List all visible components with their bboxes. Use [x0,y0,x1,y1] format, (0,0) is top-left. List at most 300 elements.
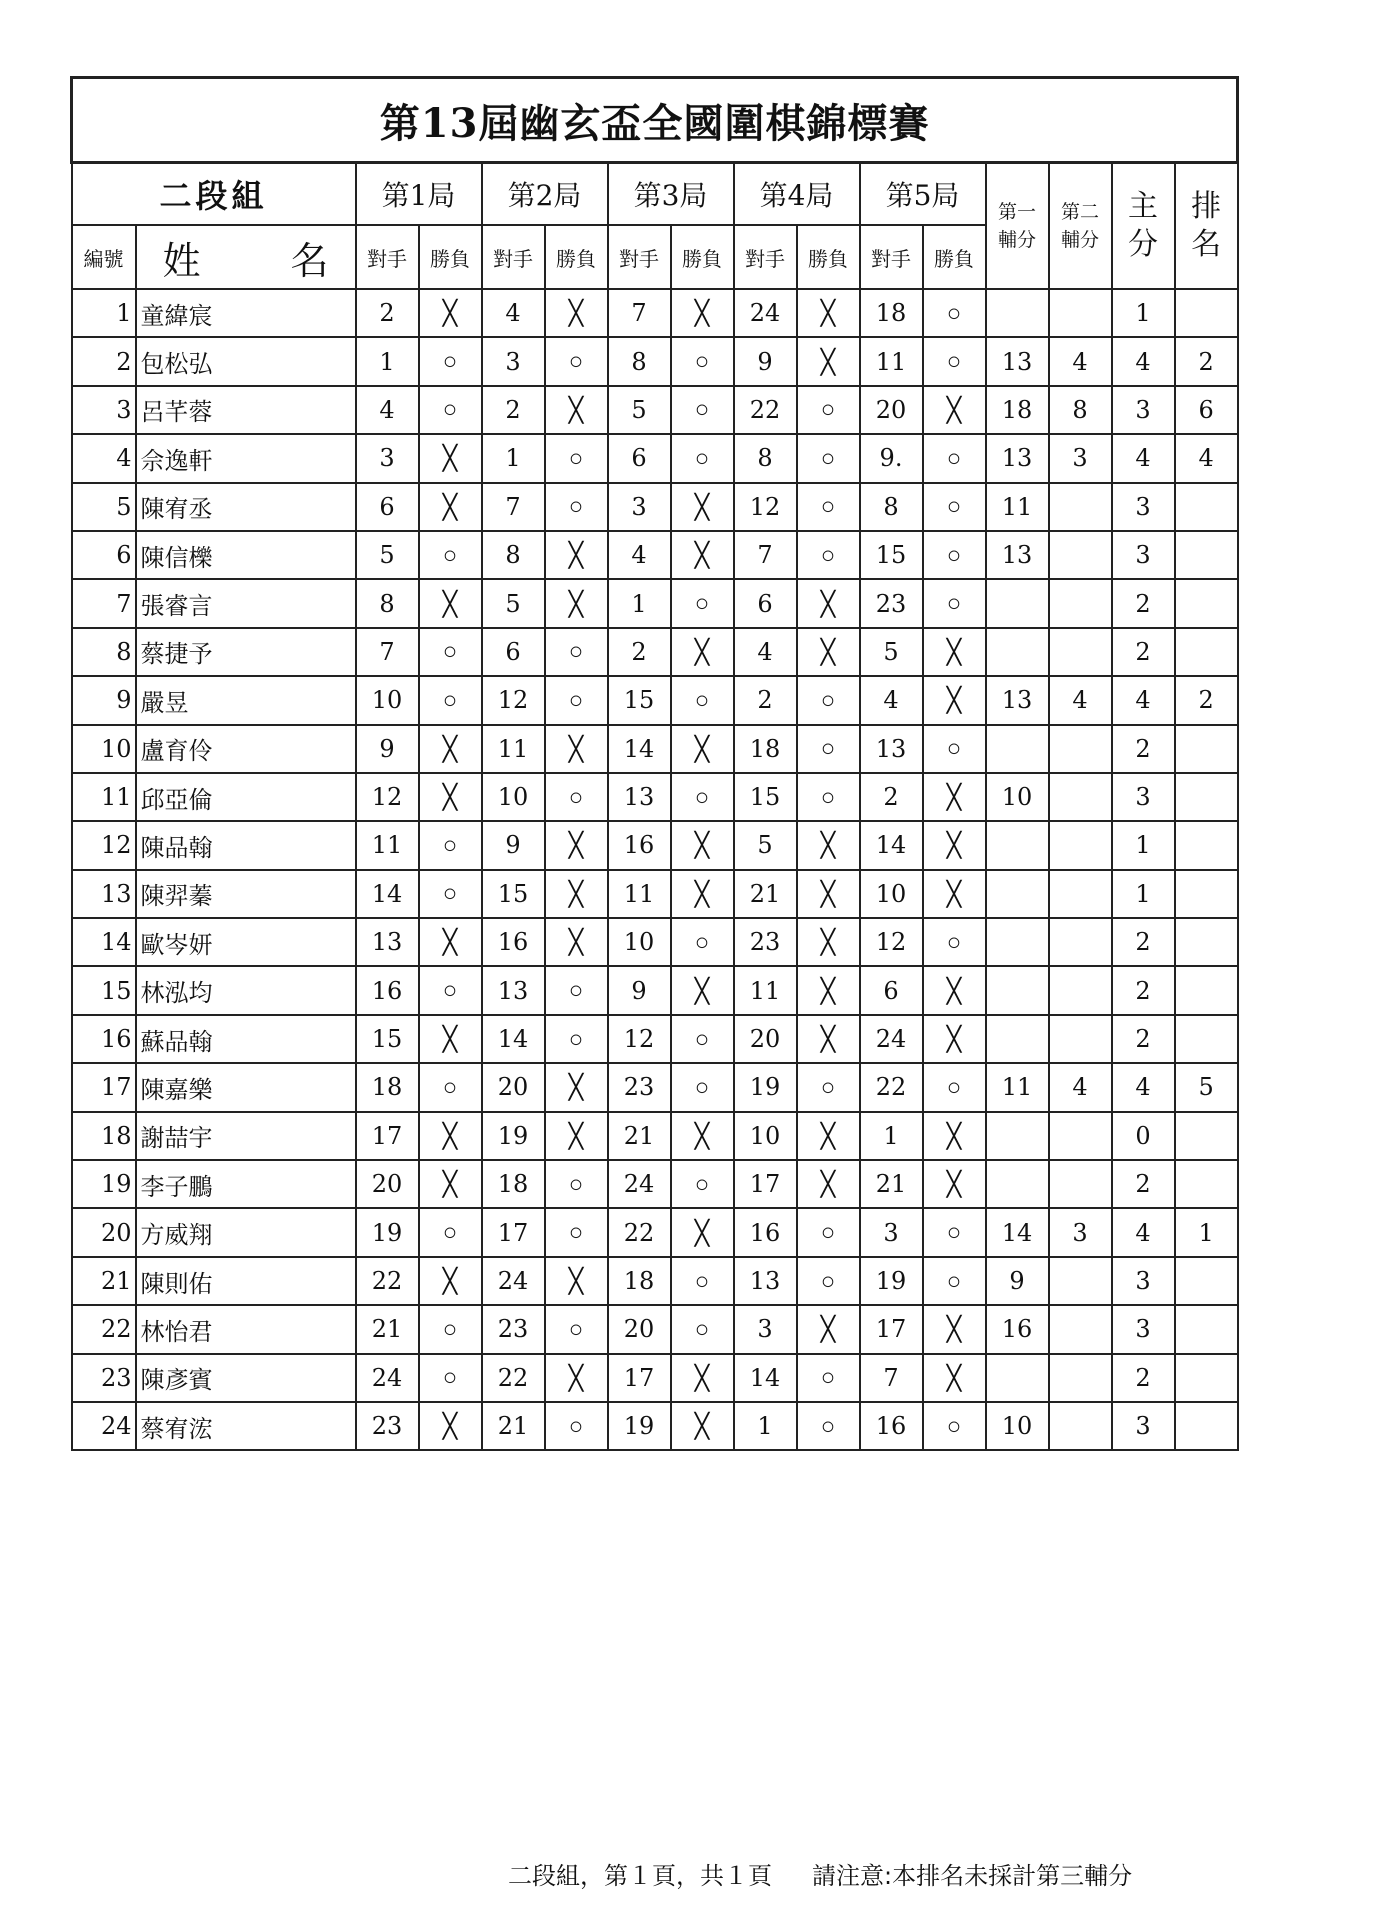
game-result: ╳ [671,870,734,918]
aux2-header-line1: 第二 [1060,201,1099,223]
aux1-score [986,725,1049,773]
aux1-score: 10 [986,773,1049,821]
aux2-score [1049,579,1112,627]
opponent-number: 5 [356,531,419,579]
player-name: 謝喆宇 [136,1112,356,1160]
player-number: 1 [72,289,136,337]
opponent-number: 15 [356,1015,419,1063]
game-result: ╳ [797,1112,860,1160]
opponent-number: 23 [608,1063,671,1111]
game-result: ╳ [545,1257,608,1305]
rank-value [1175,821,1238,869]
aux2-score [1049,870,1112,918]
opponent-number: 24 [482,1257,545,1305]
game-result: ╳ [923,1305,986,1353]
game-result: ╳ [671,1402,734,1450]
main-score: 2 [1112,1015,1175,1063]
opponent-number: 2 [482,386,545,434]
opponent-number: 7 [482,483,545,531]
game-result: ╳ [923,1112,986,1160]
name-header [136,225,356,289]
game-result: ○ [419,628,482,676]
rank-value [1175,531,1238,579]
player-number: 3 [72,386,136,434]
game-result: ○ [797,434,860,482]
game-result: ╳ [923,1160,986,1208]
game-result: ╳ [797,1305,860,1353]
main-score: 4 [1112,434,1175,482]
opponent-number: 8 [734,434,797,482]
opponent-number: 7 [356,628,419,676]
aux2-score: 4 [1049,676,1112,724]
opponent-number: 19 [860,1257,923,1305]
opponent-number: 2 [860,773,923,821]
game-result: ○ [545,434,608,482]
rank-value [1175,1015,1238,1063]
aux1-score: 13 [986,337,1049,385]
opponent-header-round-2: 對手 [482,225,545,289]
game-result: ○ [419,966,482,1014]
table-row [72,1305,1238,1353]
page-title: 第13屆幽玄盃全國圍棋錦標賽 [72,78,1238,163]
table-row [72,531,1238,579]
rank-value [1175,773,1238,821]
game-result: ○ [671,386,734,434]
opponent-number: 15 [482,870,545,918]
aux2-score [1049,531,1112,579]
aux2-header [1049,163,1112,290]
game-result: ╳ [671,628,734,676]
opponent-number: 18 [734,725,797,773]
player-name: 張睿言 [136,579,356,627]
opponent-number: 18 [482,1160,545,1208]
opponent-number: 21 [734,870,797,918]
game-result: ╳ [923,1015,986,1063]
game-result: ╳ [419,1015,482,1063]
opponent-number: 11 [734,966,797,1014]
opponent-number: 16 [356,966,419,1014]
opponent-number: 4 [356,386,419,434]
standings-table [70,76,1239,1451]
rank-value [1175,1257,1238,1305]
player-name: 邱亞倫 [136,773,356,821]
table-row [72,773,1238,821]
game-result: ╳ [545,870,608,918]
player-number: 21 [72,1257,136,1305]
opponent-number: 14 [482,1015,545,1063]
player-number: 18 [72,1112,136,1160]
opponent-number: 5 [608,386,671,434]
game-result: ╳ [797,628,860,676]
opponent-number: 23 [860,579,923,627]
game-result: ○ [923,434,986,482]
player-name: 林泓均 [136,966,356,1014]
aux1-score [986,579,1049,627]
opponent-number: 14 [608,725,671,773]
opponent-number: 18 [356,1063,419,1111]
game-result: ╳ [545,918,608,966]
aux1-score: 11 [986,1063,1049,1111]
opponent-number: 3 [482,337,545,385]
game-result: ○ [419,531,482,579]
opponent-number: 20 [356,1160,419,1208]
player-name: 陳宥丞 [136,483,356,531]
game-result: ○ [419,1208,482,1256]
opponent-header-round-1: 對手 [356,225,419,289]
player-name: 包松弘 [136,337,356,385]
game-result: ○ [419,676,482,724]
opponent-number: 14 [860,821,923,869]
main-score: 2 [1112,1354,1175,1402]
game-result: ╳ [671,1354,734,1402]
game-result: ╳ [797,289,860,337]
player-number: 8 [72,628,136,676]
aux2-score [1049,483,1112,531]
opponent-number: 2 [734,676,797,724]
opponent-number: 4 [482,289,545,337]
player-number: 22 [72,1305,136,1353]
table-row [72,1160,1238,1208]
main-score: 1 [1112,870,1175,918]
opponent-number: 7 [734,531,797,579]
game-result: ○ [545,483,608,531]
aux2-score: 3 [1049,1208,1112,1256]
aux1-score [986,966,1049,1014]
rank-value [1175,870,1238,918]
rank-value [1175,1354,1238,1402]
game-result: ○ [923,1402,986,1450]
player-number: 24 [72,1402,136,1450]
opponent-number: 15 [860,531,923,579]
main-score: 2 [1112,579,1175,627]
game-result: ○ [797,1208,860,1256]
game-result: ╳ [419,434,482,482]
game-result: ╳ [419,1160,482,1208]
main-score: 2 [1112,918,1175,966]
main-score: 2 [1112,1160,1175,1208]
opponent-number: 23 [356,1402,419,1450]
rank-value [1175,1160,1238,1208]
main-score: 4 [1112,337,1175,385]
opponent-number: 6 [608,434,671,482]
player-number: 11 [72,773,136,821]
opponent-number: 23 [734,918,797,966]
aux2-score: 8 [1049,386,1112,434]
opponent-number: 19 [734,1063,797,1111]
opponent-number: 24 [608,1160,671,1208]
round-header-2: 第2局 [482,163,608,226]
game-result: ○ [419,1063,482,1111]
game-result: ╳ [797,918,860,966]
player-name: 方威翔 [136,1208,356,1256]
game-result: ╳ [797,579,860,627]
game-result: ○ [671,434,734,482]
game-result: ╳ [419,1112,482,1160]
game-result: ○ [545,966,608,1014]
table-row [72,1015,1238,1063]
game-result: ╳ [797,821,860,869]
footer [508,1856,1132,1891]
game-result: ╳ [419,483,482,531]
player-name: 陳羿蓁 [136,870,356,918]
main-score: 2 [1112,966,1175,1014]
game-result: ○ [797,386,860,434]
aux1-header [986,163,1049,290]
opponent-number: 14 [356,870,419,918]
rank-value [1175,725,1238,773]
opponent-number: 13 [860,725,923,773]
opponent-number: 22 [482,1354,545,1402]
game-result: ○ [923,1063,986,1111]
game-result: ╳ [923,676,986,724]
game-result: ╳ [797,966,860,1014]
opponent-number: 17 [356,1112,419,1160]
opponent-number: 1 [860,1112,923,1160]
opponent-number: 6 [356,483,419,531]
rank-value [1175,628,1238,676]
rank-header [1175,163,1238,290]
game-result: ○ [797,1402,860,1450]
opponent-number: 23 [482,1305,545,1353]
game-result: ╳ [671,1208,734,1256]
game-result: ○ [545,1305,608,1353]
main-score: 3 [1112,1305,1175,1353]
player-name: 蘇品翰 [136,1015,356,1063]
game-result: ○ [671,1257,734,1305]
opponent-number: 1 [608,579,671,627]
game-result: ○ [923,483,986,531]
opponent-number: 4 [734,628,797,676]
opponent-number: 4 [860,676,923,724]
opponent-number: 19 [482,1112,545,1160]
rank-value [1175,918,1238,966]
game-result: ╳ [671,531,734,579]
rank-value [1175,966,1238,1014]
game-result: ○ [419,386,482,434]
aux2-score [1049,1305,1112,1353]
game-result: ╳ [797,1015,860,1063]
player-number: 23 [72,1354,136,1402]
aux2-score [1049,628,1112,676]
player-number: 20 [72,1208,136,1256]
table-row [72,725,1238,773]
game-result: ╳ [923,870,986,918]
main-score: 3 [1112,1402,1175,1450]
aux2-score [1049,1402,1112,1450]
aux2-score: 3 [1049,434,1112,482]
aux1-score: 10 [986,1402,1049,1450]
player-name: 歐岑妍 [136,918,356,966]
opponent-number: 13 [734,1257,797,1305]
aux2-header-line2: 輔分 [1060,229,1099,251]
opponent-number: 5 [734,821,797,869]
aux2-score [1049,966,1112,1014]
result-header-round-1: 勝負 [419,225,482,289]
opponent-number: 10 [608,918,671,966]
game-result: ╳ [671,725,734,773]
player-name: 呂芊蓉 [136,386,356,434]
opponent-number: 12 [734,483,797,531]
game-result: ○ [797,1063,860,1111]
game-result: ○ [923,918,986,966]
game-result: ○ [419,1354,482,1402]
opponent-header-round-3: 對手 [608,225,671,289]
game-result: ○ [545,1402,608,1450]
table-row [72,434,1238,482]
opponent-number: 19 [608,1402,671,1450]
table-row [72,483,1238,531]
game-result: ╳ [923,1354,986,1402]
game-result: ╳ [671,1112,734,1160]
game-result: ╳ [545,579,608,627]
opponent-number: 4 [608,531,671,579]
result-header-round-2: 勝負 [545,225,608,289]
rank-header-line2: 名 [1191,227,1222,262]
opponent-number: 17 [860,1305,923,1353]
group-label: 二段組 [72,163,356,226]
opponent-number: 5 [860,628,923,676]
player-number: 5 [72,483,136,531]
opponent-number: 20 [482,1063,545,1111]
aux1-score: 13 [986,676,1049,724]
game-result: ○ [671,1160,734,1208]
game-result: ╳ [545,531,608,579]
rank-value [1175,483,1238,531]
main-score: 1 [1112,289,1175,337]
opponent-number: 20 [860,386,923,434]
rank-value [1175,1112,1238,1160]
game-result: ╳ [923,821,986,869]
opponent-number: 3 [356,434,419,482]
opponent-number: 1 [356,337,419,385]
game-result: ○ [923,1208,986,1256]
aux2-score [1049,1257,1112,1305]
opponent-number: 3 [860,1208,923,1256]
player-number: 16 [72,1015,136,1063]
aux2-score [1049,918,1112,966]
player-name: 陳嘉樂 [136,1063,356,1111]
opponent-number: 21 [482,1402,545,1450]
game-result: ○ [923,1257,986,1305]
opponent-number: 24 [734,289,797,337]
opponent-number: 16 [860,1402,923,1450]
aux1-score [986,918,1049,966]
opponent-number: 6 [482,628,545,676]
aux1-header-line1: 第一 [997,201,1036,223]
player-number: 7 [72,579,136,627]
player-number: 13 [72,870,136,918]
aux1-score: 13 [986,531,1049,579]
game-result: ○ [797,1354,860,1402]
aux1-score [986,1112,1049,1160]
game-result: ○ [671,337,734,385]
main-score: 3 [1112,386,1175,434]
opponent-number: 7 [860,1354,923,1402]
opponent-number: 24 [860,1015,923,1063]
opponent-number: 24 [356,1354,419,1402]
opponent-number: 10 [860,870,923,918]
game-result: ○ [923,289,986,337]
game-result: ╳ [419,918,482,966]
game-result: ╳ [671,483,734,531]
opponent-number: 15 [734,773,797,821]
opponent-number: 14 [734,1354,797,1402]
opponent-number: 13 [482,966,545,1014]
opponent-number: 22 [356,1257,419,1305]
player-number: 15 [72,966,136,1014]
opponent-number: 11 [608,870,671,918]
game-result: ○ [797,483,860,531]
main-score: 2 [1112,725,1175,773]
opponent-number: 13 [356,918,419,966]
rank-value [1175,1402,1238,1450]
name-header-part2: 名 [290,238,329,283]
table-row [72,579,1238,627]
opponent-number: 7 [608,289,671,337]
round-header-1: 第1局 [356,163,482,226]
game-result: ○ [671,918,734,966]
player-name: 嚴昱 [136,676,356,724]
player-number: 9 [72,676,136,724]
game-result: ╳ [671,289,734,337]
opponent-number: 15 [608,676,671,724]
opponent-number: 1 [482,434,545,482]
table-row [72,1402,1238,1450]
player-name: 陳信櫟 [136,531,356,579]
footer-note: 請注意:本排名未採計第三輔分 [812,1862,1133,1890]
aux2-score [1049,821,1112,869]
opponent-number: 16 [734,1208,797,1256]
opponent-number: 11 [482,725,545,773]
main-score: 3 [1112,1257,1175,1305]
aux2-score [1049,1354,1112,1402]
opponent-number: 16 [608,821,671,869]
game-result: ╳ [419,1402,482,1450]
game-result: ○ [671,676,734,724]
game-result: ○ [671,579,734,627]
number-header: 編號 [72,225,136,289]
opponent-number: 18 [860,289,923,337]
player-number: 10 [72,725,136,773]
game-result: ○ [923,579,986,627]
aux2-score [1049,289,1112,337]
opponent-number: 10 [734,1112,797,1160]
player-number: 19 [72,1160,136,1208]
aux1-score: 9 [986,1257,1049,1305]
rank-value: 4 [1175,434,1238,482]
player-number: 2 [72,337,136,385]
game-result: ○ [923,725,986,773]
table-row [72,386,1238,434]
game-result: ○ [797,676,860,724]
game-result: ○ [419,870,482,918]
player-name: 盧育伶 [136,725,356,773]
game-result: ○ [671,1063,734,1111]
opponent-header-round-5: 對手 [860,225,923,289]
opponent-number: 2 [356,289,419,337]
rank-value [1175,579,1238,627]
table-row [72,1354,1238,1402]
player-name: 童緯宸 [136,289,356,337]
opponent-number: 9 [734,337,797,385]
table-row [72,1063,1238,1111]
player-name: 佘逸軒 [136,434,356,482]
opponent-number: 9 [608,966,671,1014]
opponent-number: 21 [356,1305,419,1353]
opponent-number: 9. [860,434,923,482]
aux1-score [986,1160,1049,1208]
game-result: ○ [545,1015,608,1063]
